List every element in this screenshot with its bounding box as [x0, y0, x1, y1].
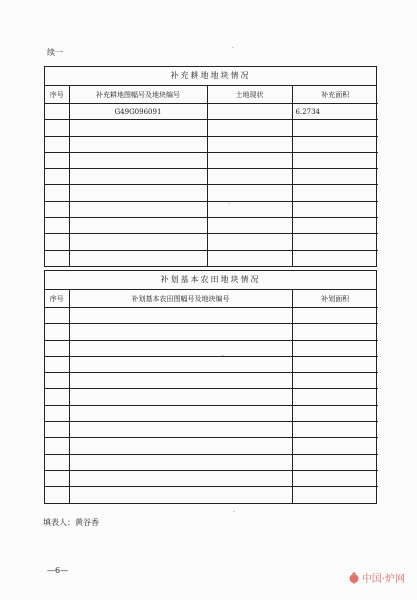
table-cell	[45, 438, 69, 454]
table-cell	[45, 152, 69, 168]
supplementary-farmland-table	[45, 86, 378, 266]
table-cell	[69, 324, 292, 340]
table-cell	[45, 250, 69, 266]
scan-dot-mark: ·	[228, 201, 230, 208]
table-row	[45, 104, 378, 120]
table-cell: G49G096091	[69, 104, 207, 120]
table-cell	[69, 356, 292, 372]
table-row	[45, 373, 378, 389]
table-header-row	[45, 86, 378, 104]
table-header-row	[45, 290, 378, 308]
table-row	[45, 454, 378, 470]
table-cell	[207, 218, 292, 234]
header-serial: 序号	[45, 290, 69, 308]
table-cell	[292, 405, 378, 421]
table-cell	[69, 487, 292, 503]
table-cell	[292, 169, 378, 185]
table-cell	[69, 389, 292, 405]
table-cell	[69, 340, 292, 356]
table-cell	[207, 120, 292, 136]
basic-farmland-table	[45, 290, 378, 503]
table-cell	[69, 218, 207, 234]
table-row	[45, 405, 378, 421]
table-cell	[292, 250, 378, 266]
table-cell	[207, 136, 292, 152]
section2-title: 补划基本农田地块情况	[45, 271, 376, 290]
scan-dot-mark: ·	[222, 353, 224, 360]
table-cell	[207, 201, 292, 217]
table-cell	[69, 250, 207, 266]
table-cell	[207, 185, 292, 201]
header-plot-number: 补划基本农田图幅号及地块编号	[69, 290, 292, 308]
page-number: —6—	[47, 566, 69, 575]
table-row	[45, 308, 378, 324]
table-cell	[69, 454, 292, 470]
table-row	[45, 201, 378, 217]
table-cell	[45, 340, 69, 356]
table-cell	[292, 422, 378, 438]
table-cell	[292, 373, 378, 389]
table-cell	[69, 120, 207, 136]
table-row	[45, 169, 378, 185]
table-cell	[207, 234, 292, 250]
table-cell	[292, 185, 378, 201]
table-row	[45, 389, 378, 405]
table-cell	[45, 104, 69, 120]
table-cell	[69, 234, 207, 250]
table-cell	[207, 104, 292, 120]
table-row	[45, 356, 378, 372]
supplementary-farmland-section	[44, 66, 377, 267]
table-row	[45, 422, 378, 438]
table-cell	[292, 340, 378, 356]
table-cell	[45, 218, 69, 234]
table-row	[45, 136, 378, 152]
table-cell	[69, 169, 207, 185]
table-cell	[292, 438, 378, 454]
table-cell: 6.2734	[292, 104, 378, 120]
table-cell	[207, 152, 292, 168]
table-cell	[45, 487, 69, 503]
table-cell	[45, 373, 69, 389]
table-cell	[45, 234, 69, 250]
table-cell	[69, 152, 207, 168]
table-cell	[292, 487, 378, 503]
table-cell	[292, 234, 378, 250]
table-cell	[45, 470, 69, 486]
header-area: 补划面积	[292, 290, 378, 308]
table-cell	[45, 308, 69, 324]
table-row	[45, 185, 378, 201]
table-cell	[45, 422, 69, 438]
table-cell	[69, 470, 292, 486]
header-serial: 序号	[45, 86, 69, 104]
table-cell	[45, 169, 69, 185]
table-cell	[69, 405, 292, 421]
table-cell	[69, 136, 207, 152]
table-cell	[207, 169, 292, 185]
site-watermark	[348, 570, 405, 585]
table-row	[45, 234, 378, 250]
table-row	[45, 470, 378, 486]
table-cell	[207, 250, 292, 266]
table-cell	[292, 218, 378, 234]
table-cell	[45, 136, 69, 152]
table-cell	[69, 201, 207, 217]
table-row	[45, 120, 378, 136]
table-row	[45, 218, 378, 234]
table-cell	[292, 201, 378, 217]
table-cell	[69, 185, 207, 201]
table-cell	[292, 152, 378, 168]
table-row	[45, 324, 378, 340]
table-cell	[292, 454, 378, 470]
table-cell	[292, 308, 378, 324]
table-cell	[45, 405, 69, 421]
table-row	[45, 340, 378, 356]
lantern-icon	[348, 572, 360, 584]
table-cell	[45, 356, 69, 372]
table-cell	[45, 120, 69, 136]
header-area: 补充面积	[292, 86, 378, 104]
scan-dot-mark: ·	[233, 509, 235, 516]
table-row	[45, 438, 378, 454]
table-cell	[45, 454, 69, 470]
table-cell	[292, 120, 378, 136]
table-cell	[292, 356, 378, 372]
section1-title: 补充耕地地块情况	[45, 67, 376, 86]
form-filler: 填表人：黄谷香	[43, 518, 99, 527]
table-cell	[292, 470, 378, 486]
table-cell	[45, 185, 69, 201]
table-cell	[69, 373, 292, 389]
table-cell	[45, 201, 69, 217]
scan-dot-mark: ·	[232, 45, 234, 52]
header-land-status: 土地现状	[207, 86, 292, 104]
table-row	[45, 152, 378, 168]
continuation-label: 续一	[47, 48, 63, 57]
header-plot-number: 补充耕地图幅号及地块编号	[69, 86, 207, 104]
table-cell	[292, 389, 378, 405]
table-cell	[292, 324, 378, 340]
watermark-text: 中国·炉网	[361, 574, 405, 585]
basic-farmland-section	[44, 270, 377, 504]
table-cell	[69, 438, 292, 454]
table-row	[45, 250, 378, 266]
table-row	[45, 487, 378, 503]
table-cell	[69, 308, 292, 324]
table-cell	[45, 389, 69, 405]
table-cell	[292, 136, 378, 152]
table-cell	[69, 422, 292, 438]
table-cell	[45, 324, 69, 340]
